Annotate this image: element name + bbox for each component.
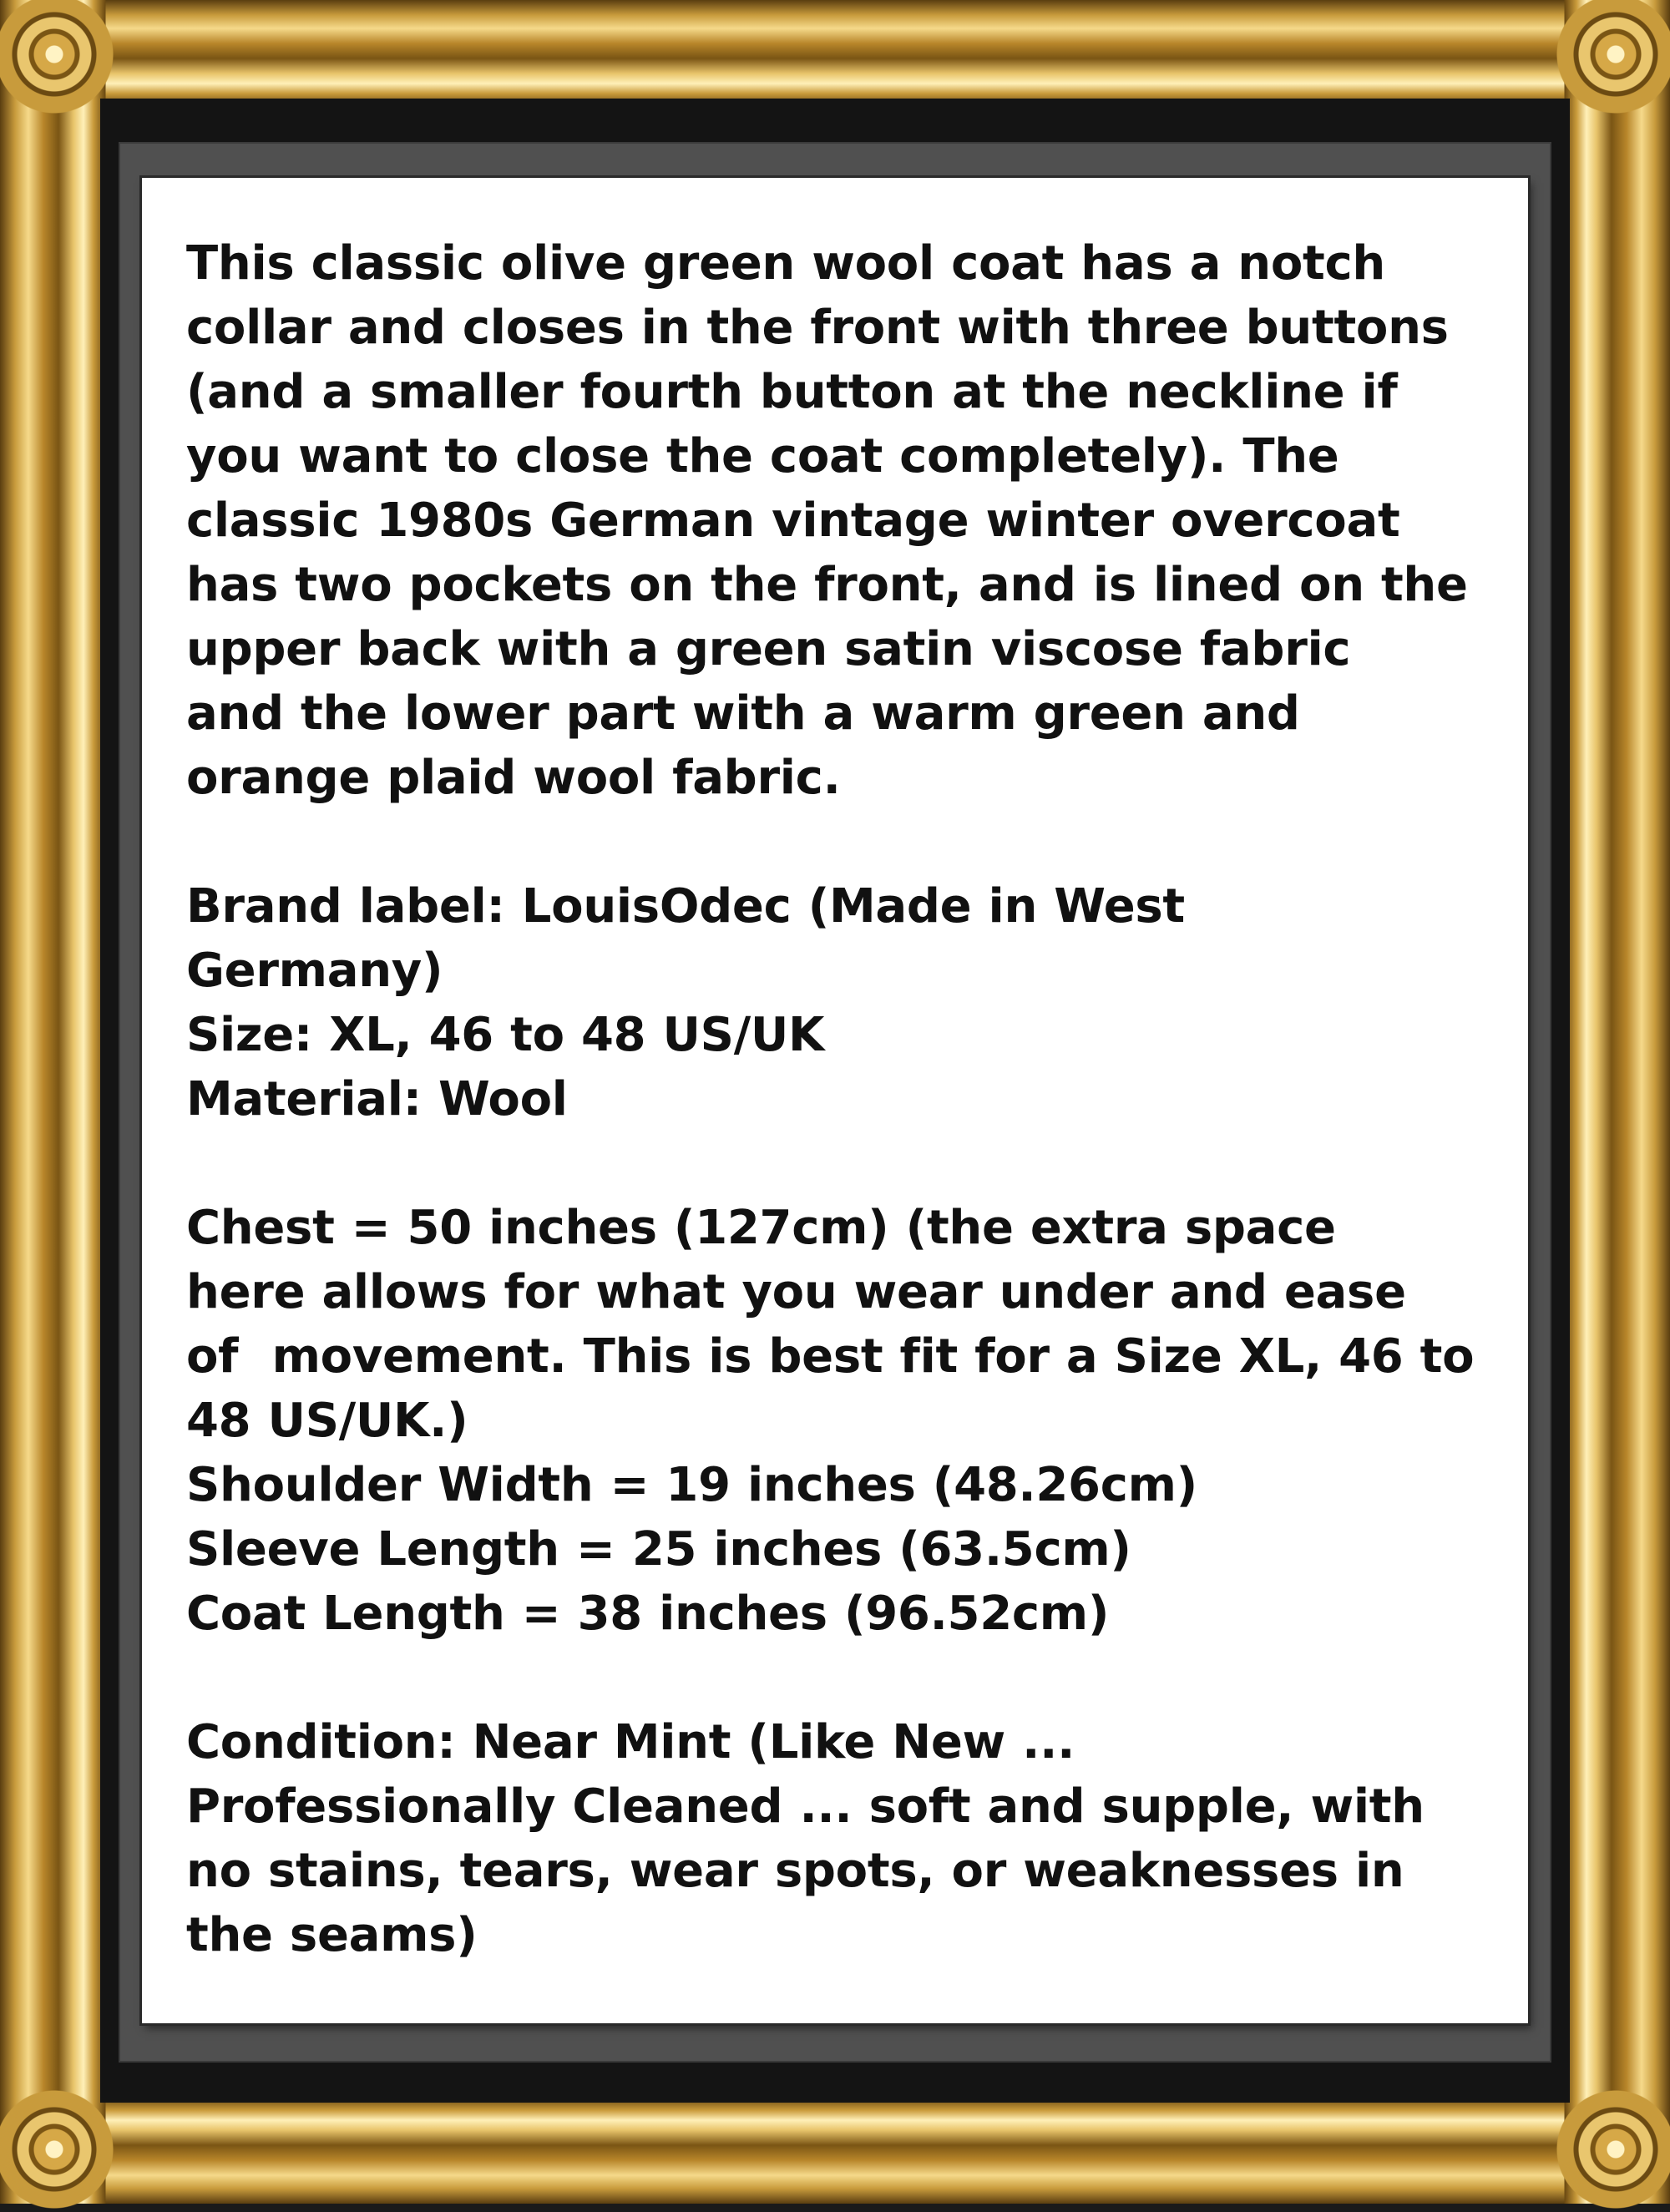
text-line: classic 1980s German vintage winter overcoat bbox=[186, 494, 1400, 548]
text-line: has two pockets on the front, and is lined on the bbox=[186, 558, 1468, 612]
condition-paragraph bbox=[186, 1710, 1483, 1967]
frame-ornament-icon bbox=[1553, 0, 1670, 117]
sleeve-length-line: Sleeve Length = 25 inches (63.5cm) bbox=[186, 1522, 1131, 1577]
chest-line: here allows for what you wear under and ease bbox=[186, 1265, 1406, 1319]
text-line: This classic olive green wool coat has a notch bbox=[186, 236, 1385, 291]
condition-line: Professionally Cleaned ... soft and supple, with bbox=[186, 1779, 1425, 1834]
chest-line: of movement. This is best fit for a Size XL, 46 to bbox=[186, 1329, 1475, 1384]
condition-line: Condition: Near Mint (Like New ... bbox=[186, 1715, 1075, 1769]
frame-ornament-icon bbox=[0, 0, 117, 117]
material-line: Material: Wool bbox=[186, 1072, 568, 1126]
text-line: upper back with a green satin viscose fabric bbox=[186, 622, 1351, 676]
frame-ornament-icon bbox=[0, 2087, 117, 2212]
condition-line: the seams) bbox=[186, 1908, 478, 1962]
text-line: orange plaid wool fabric. bbox=[186, 751, 841, 805]
description-card bbox=[142, 178, 1528, 2023]
condition-line: no stains, tears, wear spots, or weaknesses in bbox=[186, 1844, 1404, 1898]
description-paragraph bbox=[186, 231, 1483, 810]
text-line: (and a smaller fourth button at the neckline if bbox=[186, 365, 1398, 419]
text-line: collar and closes in the front with three buttons bbox=[186, 301, 1449, 355]
text-line: and the lower part with a warm green and bbox=[186, 686, 1300, 741]
chest-line: Chest = 50 inches (127cm) (the extra space bbox=[186, 1201, 1336, 1255]
brand-label-line: Germany) bbox=[186, 944, 443, 998]
brand-label-line: Brand label: LouisOdec (Made in West bbox=[186, 879, 1185, 934]
frame-ornament-icon bbox=[1553, 2087, 1670, 2212]
text-line: you want to close the coat completely). The bbox=[186, 429, 1339, 483]
size-line: Size: XL, 46 to 48 US/UK bbox=[186, 1008, 825, 1062]
coat-length-line: Coat Length = 38 inches (96.52cm) bbox=[186, 1587, 1110, 1641]
chest-line: 48 US/UK.) bbox=[186, 1394, 468, 1448]
details-paragraph bbox=[186, 874, 1483, 1131]
measurements-paragraph bbox=[186, 1196, 1483, 1646]
shoulder-width-line: Shoulder Width = 19 inches (48.26cm) bbox=[186, 1458, 1197, 1512]
